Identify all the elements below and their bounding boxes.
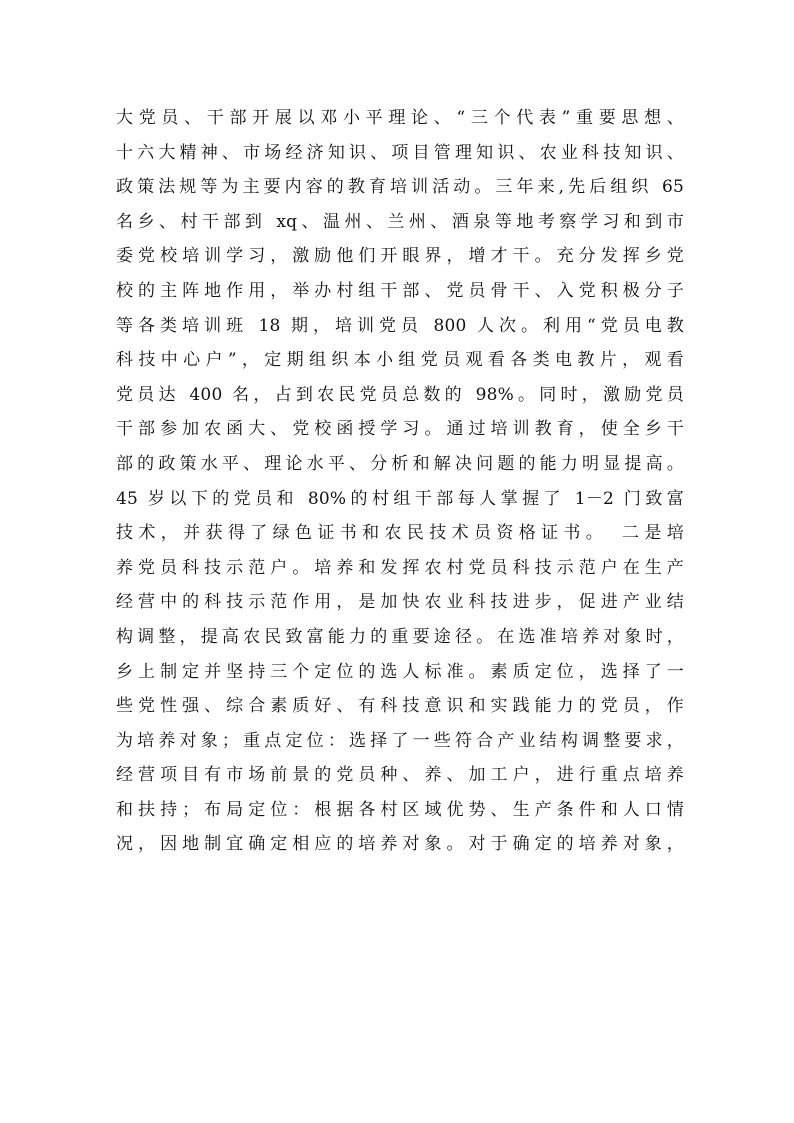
text-line: 45 岁以下的党员和 80%的村组干部每人掌握了 1－2 门致富 xyxy=(116,488,684,509)
text-line: 大党员、干部开展以邓小平理论、“三个代表”重要思想、 xyxy=(116,108,684,128)
text-line: 名乡、村干部到 xq、温州、兰州、酒泉等地考察学习和到市 xyxy=(116,211,684,232)
text-line: 乡上制定并坚持三个定位的选人标准。素质定位，选择了一 xyxy=(116,661,684,682)
text-line: 况，因地制宜确定相应的培养对象。对于确定的培养对象， xyxy=(116,834,684,855)
text-line: 构调整，提高农民致富能力的重要途径。在选准培养对象时， xyxy=(116,626,684,647)
text-line: 经营项目有市场前景的党员种、养、加工户，进行重点培养 xyxy=(116,765,684,786)
text-line: 和扶持；布局定位：根据各村区域优势、生产条件和人口情 xyxy=(116,799,684,820)
text-line: 等各类培训班 18 期，培训党员 800 人次。利用“党员电教 xyxy=(116,315,684,336)
text-line: 十六大精神、市场经济知识、项目管理知识、农业科技知识、 xyxy=(116,142,684,163)
text-line: 科技中心户”，定期组织本小组党员观看各类电教片，观看 xyxy=(116,350,684,371)
text-line: 经营中的科技示范作用，是加快农业科技进步，促进产业结 xyxy=(116,592,684,613)
text-line: 干部参加农函大、党校函授学习。通过培训教育，使全乡干 xyxy=(116,419,684,440)
text-line: 为培养对象；重点定位：选择了一些符合产业结构调整要求， xyxy=(116,730,684,751)
text-line: 政策法规等为主要内容的教育培训活动。三年来,先后组织 65 xyxy=(116,177,684,198)
body-text xyxy=(116,101,684,862)
text-line: 委党校培训学习，激励他们开眼界，增才干。充分发挥乡党 xyxy=(116,246,684,267)
text-line: 党员达 400 名，占到农民党员总数的 98%。同时，激励党员 xyxy=(116,384,684,405)
text-line: 校的主阵地作用，举办村组干部、党员骨干、入党积极分子 xyxy=(116,280,684,301)
text-line: 养党员科技示范户。培养和发挥农村党员科技示范户在生产 xyxy=(116,557,684,578)
text-line: 技术，并获得了绿色证书和农民技术员资格证书。 二是培 xyxy=(116,523,684,544)
text-line: 部的政策水平、理论水平、分析和解决问题的能力明显提高。 xyxy=(116,453,684,474)
text-line: 些党性强、综合素质好、有科技意识和实践能力的党员，作 xyxy=(116,696,684,717)
